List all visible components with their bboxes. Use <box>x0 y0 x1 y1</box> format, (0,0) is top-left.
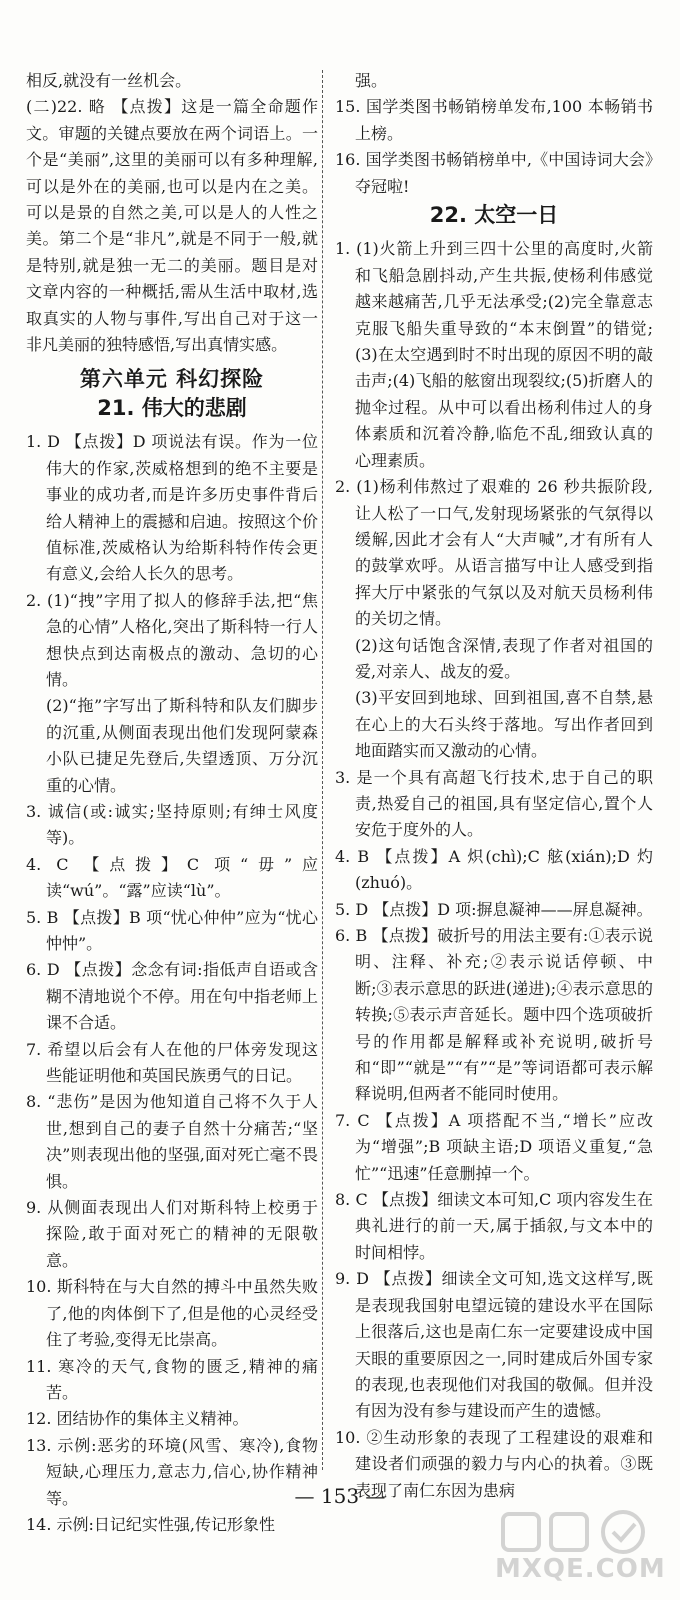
column-divider <box>322 70 323 1470</box>
answer-item-5: 5. D 【点拨】D 项:摒息凝神——屏息凝神。 <box>335 899 653 919</box>
answer-item-8: 8. C 【点拨】细读文本可知,C 项内容发生在典礼进行的前一天,属于插叙,与文本中的时间相悖。 <box>335 1190 653 1262</box>
lesson-title-21: 21. 伟大的悲剧 <box>97 395 247 420</box>
answer-item-10: 10. ②生动形象的表现了工程建设的艰难和建设者们顽强的毅力与内心的执着。③既表现了南仁东因为患病 <box>335 1427 653 1500</box>
answer-item-1: 1. (1)火箭上升到三四十公里的高度时,火箭和飞船急剧抖动,产生共振,使杨利伟感觉越来越痛苦,几乎无法承受;(2)完全靠意志克服飞船失重导致的“本末倒置”的错觉;(3)在太空遇到时不时出现的原因不明的敲击声;(4)飞船的舷窗出现裂纹;(5)折磨人的抛伞过程。从中可以看出杨利伟过人的身体素质和沉着冷静,临危不乱,细致认真的心理素质。 <box>335 239 653 470</box>
answer-item-9: 9. 从侧面表现出人们对斯科特上校勇于探险,敢于面对死亡的精神的无限敬意。 <box>26 1198 318 1270</box>
answer-item-2-2: (2)“拖”字写出了斯科特和队友们脚步的沉重,从侧面表现出他们发现阿蒙森小队已捷足先登后,失望透顶、万分沉重的心情。 <box>46 696 318 795</box>
answer-item-2-2: (2)这句话饱含深情,表现了作者对祖国的爱,对亲人、战友的爱。 <box>355 635 653 681</box>
answer-item-3: 3. 诚信(或:诚实;坚持原则;有绅士风度等)。 <box>26 801 318 848</box>
answer-item-2-1: 2. (1)“拽”字用了拟人的修辞手法,把“焦急的心情”人格化,突出了斯科特一行人想快点到达南极点的激动、急切的心情。 <box>26 590 318 689</box>
answer-item-2-3: (3)平安回到地球、回到祖国,喜不自禁,悬在心上的大石头终于落地。写出作者回到地面踏实而又激动的心情。 <box>355 688 653 761</box>
answer-line: 相反,就没有一丝机会。 <box>26 71 192 90</box>
answer-item-4: 4. C 【点拨】C 项“毋”应读“wú”。“露”应读“lù”。 <box>26 854 318 901</box>
watermark-text: MXQE.COM <box>495 1554 666 1584</box>
left-column <box>26 68 318 1538</box>
watermark-logo <box>495 1508 665 1588</box>
answer-item-5: 5. B 【点拨】B 项“忧心仲仲”应为“忧心忡忡”。 <box>26 907 318 953</box>
right-column <box>335 68 653 1504</box>
answer-item-7: 7. C 【点拨】A 项搭配不当,“增长”应改为“增强”;B 项缺主语;D 项语义重复,“急忙”“迅速”任意删掉一个。 <box>335 1110 653 1183</box>
watermark-icon <box>495 1508 665 1558</box>
answer-item-6: 6. D 【点拨】念念有词:指低声自语或含糊不清地说个不停。用在句中指老师上课不合适。 <box>26 960 319 1033</box>
answer-item-1: 1. D 【点拨】D 项说法有误。作为一位伟大的作家,茨威格想到的绝不主要是事业的成功者,而是许多历史事件背后给人精神上的震撼和启迪。按照这个价值标准,茨威格认为给斯科特作传会更有意义,会给人长久的思考。 <box>26 432 319 584</box>
answer-item-3: 3. 是一个具有高超飞行技术,忠于自己的职责,热爱自己的祖国,具有坚定信心,置个人安危于度外的人。 <box>335 767 653 840</box>
answer-item-10: 10. 斯科特在与大自然的搏斗中虽然失败了,他的肉体倒下了,但是他的心灵经受住了考验,变得无比崇高。 <box>26 1277 318 1350</box>
answer-item-8: 8. “悲伤”是因为他知道自己将不久于人世,想到自己的妻子自然十分痛苦;“坚决”则表现出他的坚强,面对死亡毫不畏惧。 <box>26 1092 318 1191</box>
answer-item-6: 6. B 【点拨】破折号的用法主要有:①表示说明、注释、补充;②表示说话停顿、中断;③表示意思的跃进(递进);④表示意思的转换;⑤表示声音延长。题中四个选项破折号的作用都是解释或补充说明,破折号和“即”“就是”“有”“是”等词语都可表示解释说明,但两者不能同时使用。 <box>335 926 653 1104</box>
unit-title: 第六单元 科幻探险 <box>79 367 265 392</box>
lesson-title-22: 22. 太空一日 <box>429 203 559 228</box>
answer-item-16: 16. 国学类图书畅销榜单中,《中国诗词大会》夺冠啦! <box>335 150 653 196</box>
answer-item-7: 7. 希望以后会有人在他的尸体旁发现这些能证明他和英国民族勇气的日记。 <box>26 1039 318 1086</box>
answer-item-14: 14. 示例:日记纪实性强,传记形象性 <box>26 1514 276 1534</box>
answer-item-11: 11. 寒冷的天气,食物的匮乏,精神的痛苦。 <box>26 1356 318 1402</box>
answer-item-essay: (二)22. 略 【点拨】这是一篇全命题作文。审题的关键点要放在两个词语上。一个是“美丽”,这里的美丽可以有多种理解,可以是外在的美丽,也可以是内在之美。可以是景的自然之美,可以是人的人性之美。第二个是“非凡”,就是不同于一般,就是特别,就是独一无二的美丽。题目是对文章内容的一种概括,需从生活中取材,选取真实的人物与事件,写出自己对于这一非凡美丽的独特感悟,写出真情实感。 <box>26 97 318 355</box>
answer-item-4: 4. B 【点拨】A 炽(chì);C 舷(xián);D 灼(zhuó)。 <box>335 846 653 893</box>
answer-item-9: 9. D 【点拨】细读全文可知,选文这样写,既是表现我国射电望远镜的建设水平在国际上很落后,这也是南仁东一定要建设成中国天眼的重要原因之一,同时建成后外国专家的表现,也表现他们对我国的敬佩。但并没有因为没有参与建设而产生的遗憾。 <box>335 1269 653 1421</box>
answer-item-2-1: 2. (1)杨利伟熬过了艰难的 26 秒共振阶段,让人松了一口气,发射现场紧张的气氛得以缓解,因此才会有人“大声喊”,才有所有人的鼓掌欢呼。从语言描写中让人感受到指挥大厅中紧张的气氛以及对航天员杨利伟的关切之情。 <box>335 477 653 629</box>
page-number: — 153 — <box>294 1484 386 1508</box>
answer-item-12: 12. 团结协作的集体主义精神。 <box>26 1409 249 1429</box>
answer-item-15: 15. 国学类图书畅销榜单发布,100 本畅销书上榜。 <box>335 97 653 143</box>
answer-item-13: 13. 示例:恶劣的环境(风雪、寒冷),食物短缺,心理压力,意志力,信心,协作精神等。 <box>26 1435 318 1508</box>
answer-item-14-cont: 强。 <box>355 71 388 90</box>
